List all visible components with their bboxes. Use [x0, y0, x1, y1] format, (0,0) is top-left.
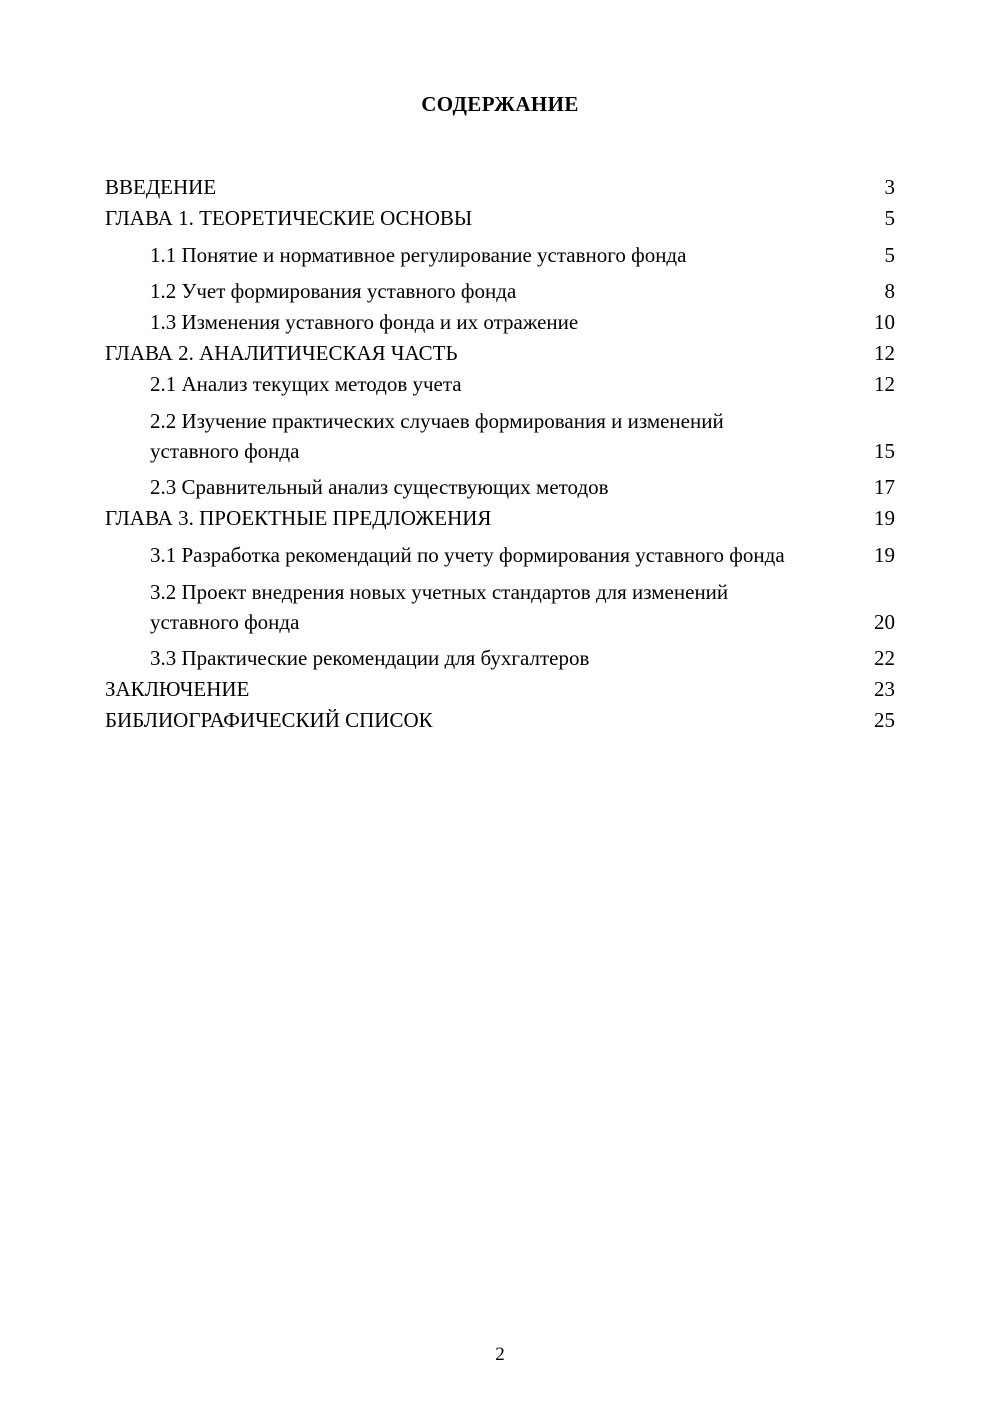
- toc-entry-page: 12: [874, 371, 895, 396]
- toc-entry-label: ЗАКЛЮЧЕНИЕ: [105, 677, 250, 702]
- table-of-contents: [105, 173, 895, 736]
- toc-entry[interactable]: [105, 370, 895, 400]
- toc-entry[interactable]: [105, 173, 895, 203]
- toc-entry[interactable]: [105, 541, 895, 571]
- toc-entry-page: 25: [874, 708, 895, 732]
- toc-entry-label: ГЛАВА 3. ПРОЕКТНЫЕ ПРЕДЛОЖЕНИЯ: [105, 506, 492, 531]
- toc-entry-label: 1.1 Понятие и нормативное регулирование уставного фонда: [150, 242, 687, 267]
- toc-entry-page: 3: [884, 175, 895, 199]
- toc-entry[interactable]: [105, 241, 895, 271]
- toc-entry-page: 12: [874, 341, 895, 366]
- toc-entry-label: БИБЛИОГРАФИЧЕСКИЙ СПИСОК: [105, 708, 433, 732]
- page-number: 2: [495, 1344, 505, 1365]
- toc-entry-page: 20: [874, 609, 895, 634]
- toc-entry-label: 2.3 Сравнительный анализ существующих методов: [150, 475, 609, 500]
- toc-entry[interactable]: [105, 706, 895, 736]
- toc-entry[interactable]: [105, 675, 895, 705]
- toc-entry[interactable]: [105, 644, 895, 674]
- toc-entry-page: 19: [874, 506, 895, 531]
- toc-entry-page: 5: [884, 205, 895, 230]
- toc-entry-page: 23: [874, 677, 895, 702]
- toc-entry[interactable]: [105, 277, 895, 307]
- toc-entry-label: ВВЕДЕНИЕ: [105, 175, 217, 199]
- toc-entry[interactable]: [105, 308, 895, 338]
- toc-entry-label: 3.1 Разработка рекомендаций по учету формирования уставного фонда: [150, 542, 785, 567]
- toc-entry[interactable]: [105, 578, 895, 638]
- toc-entry-label: 3.3 Практические рекомендации для бухгалтеров: [150, 646, 590, 671]
- toc-entry-label: 1.2 Учет формирования уставного фонда: [150, 279, 517, 304]
- toc-entry-label: 2.1 Анализ текущих методов учета: [150, 371, 462, 396]
- toc-entry-page: 19: [874, 542, 895, 567]
- toc-entry-label: 1.3 Изменения уставного фонда и их отражение: [150, 310, 579, 335]
- page-title: СОДЕРЖАНИЕ: [421, 92, 579, 116]
- toc-entry-page: 22: [874, 646, 895, 671]
- toc-entry-label: 2.2 Изучение практических случаев формирования и изменений уставного фонда: [150, 408, 724, 463]
- toc-entry[interactable]: [105, 504, 895, 534]
- toc-entry[interactable]: [105, 204, 895, 234]
- toc-entry-page: 5: [884, 242, 895, 267]
- toc-entry[interactable]: [105, 339, 895, 369]
- toc-entry[interactable]: [105, 473, 895, 503]
- toc-entry-label: 3.2 Проект внедрения новых учетных стандартов для изменений уставного фонда: [150, 579, 729, 634]
- toc-entry-page: 10: [874, 310, 895, 335]
- toc-entry-label: ГЛАВА 2. АНАЛИТИЧЕСКАЯ ЧАСТЬ: [105, 341, 458, 366]
- toc-entry-page: 15: [874, 438, 895, 463]
- toc-entry-label: ГЛАВА 1. ТЕОРЕТИЧЕСКИЕ ОСНОВЫ: [105, 205, 473, 230]
- toc-entry-page: 17: [874, 475, 895, 500]
- toc-entry-page: 8: [884, 279, 895, 304]
- toc-entry[interactable]: [105, 407, 895, 467]
